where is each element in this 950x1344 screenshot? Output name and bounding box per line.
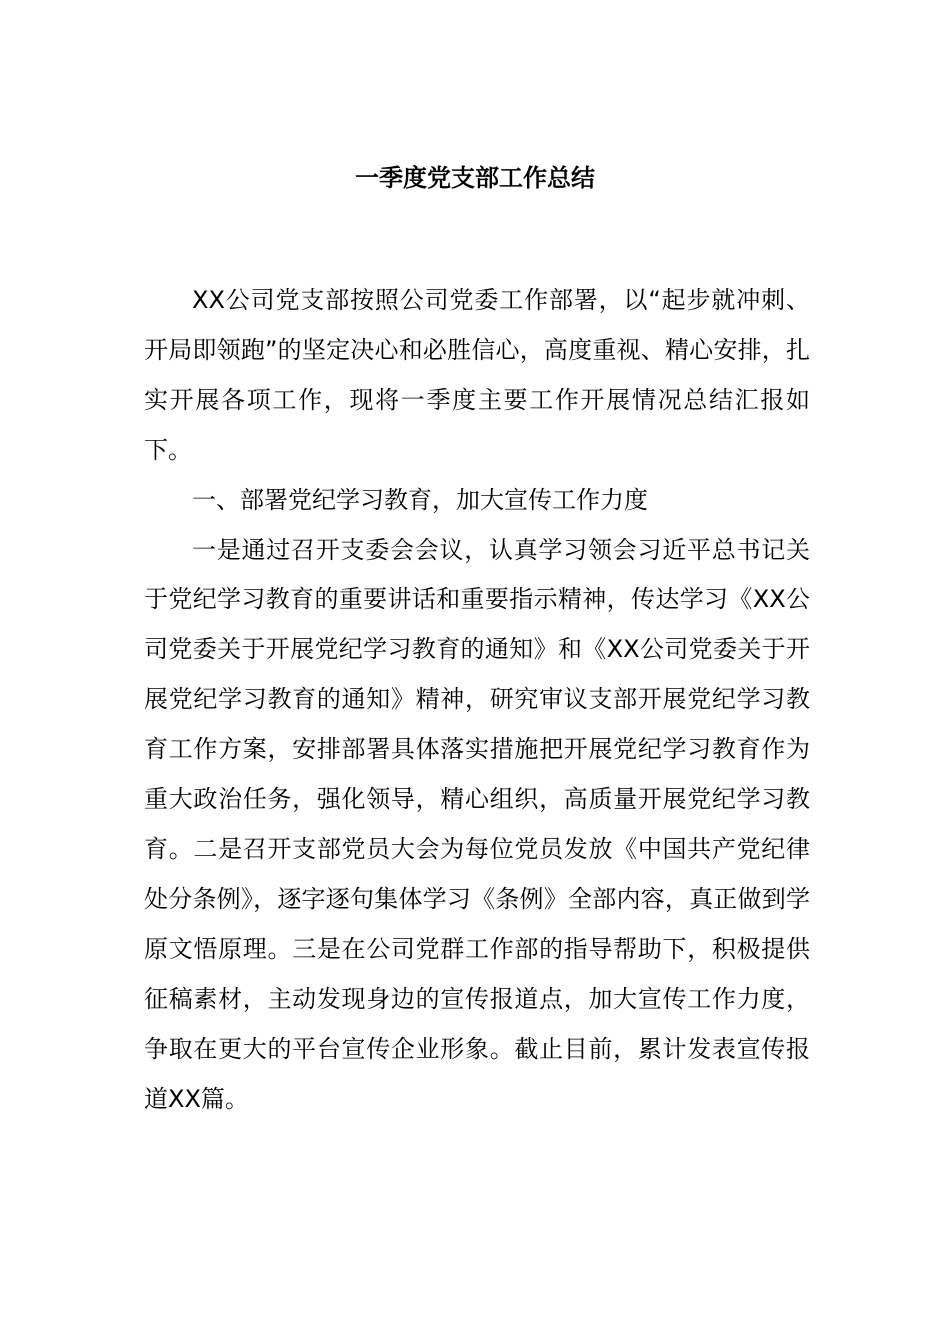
section-heading: 一、部署党纪学习教育，加大宣传工作力度 — [192, 485, 648, 514]
document-body — [144, 276, 810, 1124]
section-paragraph: 一是通过召开支委会会议，认真学习领会习近平总书记关于党纪学习教育的重要讲话和重要指示精神，传达学习《XX公司党委关于开展党纪学习教育的通知》和《XX公司党委关于开展党纪学习教育的通知》精神，研究审议支部开展党纪学习教育工作方案，安排部署具体落实措施把开展党纪学习教育作为重大政治任务，强化领导，精心组织，高质量开展党纪学习教育。二是召开支部党员大会为每位党员发放《中国共产党纪律处分条例》，逐字逐句集体学习《条例》全部内容，真正做到学原文悟原理。三是在公司党群工作部的指导帮助下，积极提供征稿素材，主动发现身边的宣传报道点，加大宣传工作力度，争取在更大的平台宣传企业形象。截止目前，累计发表宣传报道XX篇。 — [144, 535, 810, 1113]
intro-paragraph: XX公司党支部按照公司党委工作部署，以“起步就冲刺、开局即领跑”的坚定决心和必胜信心，高度重视、精心安排，扎实开展各项工作，现将一季度主要工作开展情况总结汇报如下。 — [144, 286, 810, 464]
document-title: 一季度党支部工作总结 — [355, 164, 595, 192]
